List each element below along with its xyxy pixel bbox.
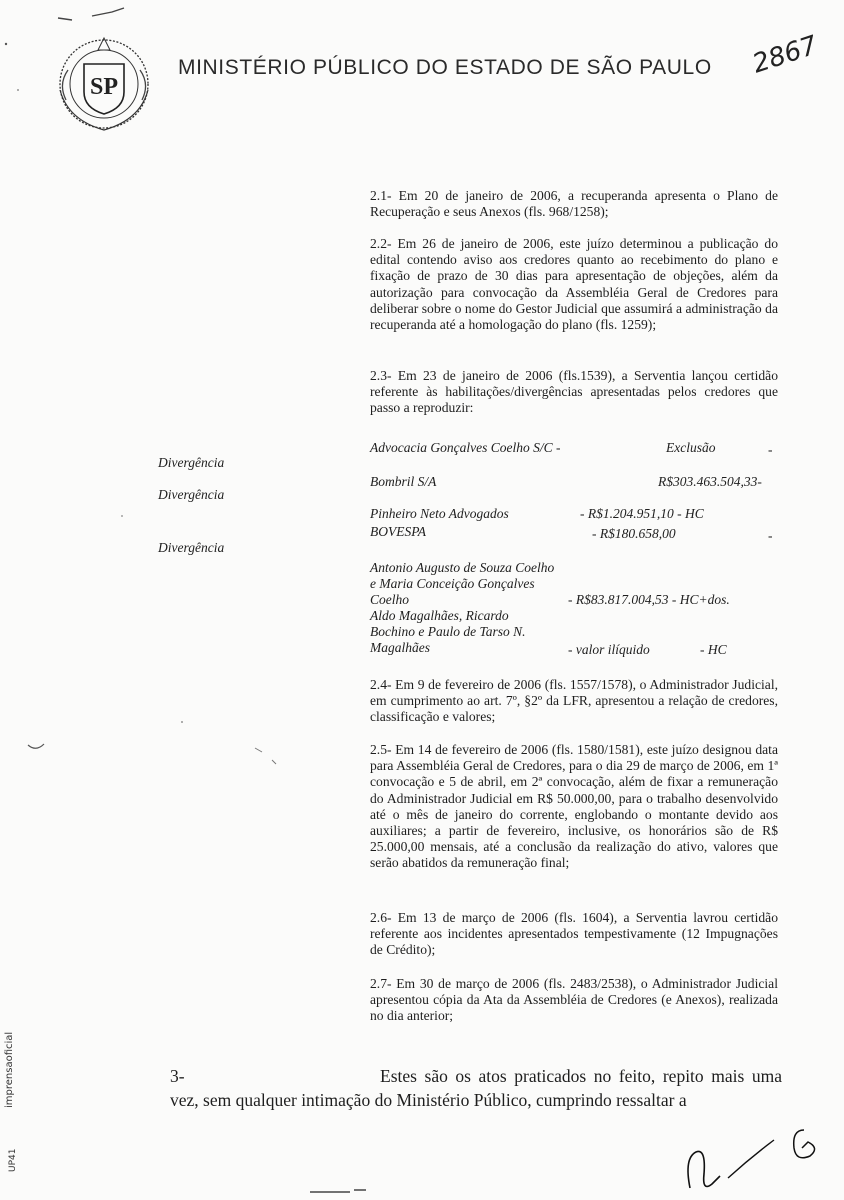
paragraph-2-7: 2.7- Em 30 de março de 2006 (fls. 2483/2538), o Administrador Judicial apresentou cópia da Ata da Assembléia de Credores (e Anexos), realizada no dia anterior; — [370, 976, 778, 1024]
closing-paragraph — [170, 1064, 782, 1112]
handwritten-signature — [670, 1118, 830, 1198]
creditor-name: Pinheiro Neto Advogados — [370, 506, 509, 521]
creditor-value: - R$83.817.004,53 - HC+dos. — [568, 592, 730, 607]
creditor-suffix: - — [768, 528, 773, 543]
creditor-value: - R$1.204.951,10 - HC — [580, 506, 704, 521]
creditor-name: Aldo Magalhães, Ricardo Bochino e Paulo de Tarso N. Magalhães — [370, 608, 526, 656]
paragraph-2-1: 2.1- Em 20 de janeiro de 2006, a recuperanda apresenta o Plano de Recuperação e seus Anexos (fls. 968/1258); — [370, 188, 778, 220]
creditor-suffix: - — [768, 442, 773, 457]
creditors-table — [370, 440, 780, 666]
creditor-name: Bombril S/A — [370, 474, 437, 489]
divergence-label: Divergência — [158, 455, 225, 470]
creditor-value: - R$180.658,00 — [592, 526, 676, 541]
paragraph-2-6: 2.6- Em 13 de março de 2006 (fls. 1604), a Serventia lavrou certidão referente aos incidentes apresentados tempestivamente (12 Impugnações de Crédito); — [370, 910, 778, 958]
paragraph-2-3: 2.3- Em 23 de janeiro de 2006 (fls.1539), a Serventia lançou certidão referente às habilitações/divergências apresentadas pelos credores que passo a reproduzir: — [370, 368, 778, 416]
handwritten-page-number: 2867 — [748, 30, 822, 80]
imprint-margin-text: imprensaoficial — [4, 1031, 15, 1108]
margin-code: UP41 — [8, 1148, 18, 1172]
divergence-label: Divergência — [158, 487, 225, 502]
section-number: 3- — [170, 1066, 185, 1086]
svg-text:SP: SP — [89, 74, 119, 100]
creditor-name: Advocacia Gonçalves Coelho S/C - — [370, 440, 561, 455]
creditor-value: - valor ilíquido — [568, 642, 650, 657]
paragraph-2-5: 2.5- Em 14 de fevereiro de 2006 (fls. 1580/1581), este juízo designou data para Assembléia Geral de Credores, para o dia 29 de março de 2006, em 1ª convocação e 5 de abril, em 2ª convocação, além de fixar a remuneração do Administrador Judicial em R$ 50.000,00, para o trabalho desenvolvido até o mês de janeiro do corrente, englobando o montante devido aos auxiliares; a partir de fevereiro, inclusive, os honorários são de R$ 25.000,00 mensais, até a conclusão da realização do ativo, valores que serão abatidos da remuneração final; — [370, 742, 778, 871]
paragraph-2-4: 2.4- Em 9 de fevereiro de 2006 (fls. 1557/1578), o Administrador Judicial, em cumprimento ao art. 7º, §2º da LFR, apresentou a relação de credores, classificação e valores; — [370, 677, 778, 725]
divergence-label: Divergência — [158, 540, 225, 555]
coat-of-arms-seal — [50, 30, 158, 138]
closing-text: Estes são os atos praticados no feito, repito mais uma vez, sem qualquer intimação do Ministério Público, cumprindo ressaltar a — [170, 1066, 782, 1110]
creditor-value: Exclusão — [666, 440, 716, 455]
creditor-name: Antonio Augusto de Souza Coelho e Maria Conceição Gonçalves Coelho — [370, 560, 555, 608]
paragraph-2-2: 2.2- Em 26 de janeiro de 2006, este juízo determinou a publicação do edital contendo aviso aos credores quanto ao recebimento do plano e fixação de prazo de 30 dias para apresentação de objeções, além da autorização para convocação da Assembléia Geral de Credores para deliberar sobre o nome do Gestor Judicial que assumirá a administração da recuperanda até a homologação do plano (fls. 1259); — [370, 236, 778, 333]
creditor-value: R$303.463.504,33- — [658, 474, 762, 489]
institution-header: MINISTÉRIO PÚBLICO DO ESTADO DE SÃO PAULO — [178, 56, 712, 79]
creditor-suffix: - HC — [700, 642, 727, 657]
creditor-name: BOVESPA — [370, 524, 426, 539]
